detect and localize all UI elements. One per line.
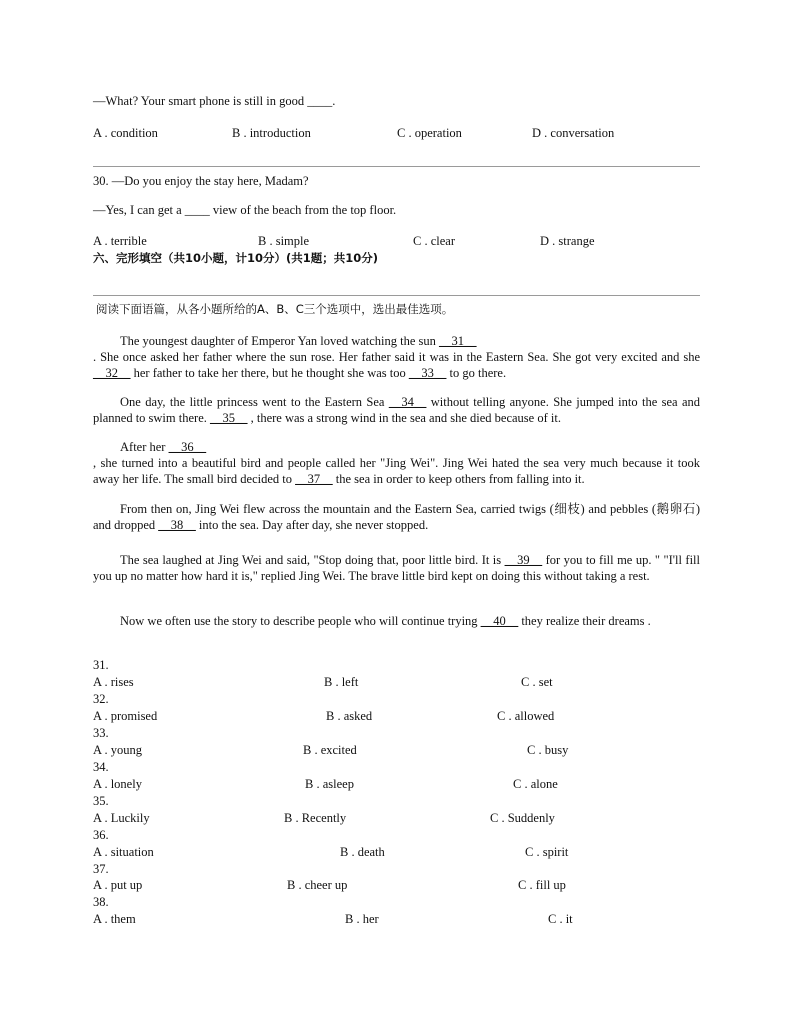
divider — [93, 295, 700, 296]
q29-option-c[interactable]: C . operation — [397, 126, 462, 140]
option-c[interactable]: C . Suddenly — [490, 811, 555, 825]
question-number: 32. — [93, 692, 109, 706]
option-a[interactable]: A . situation — [93, 845, 154, 859]
q30-option-a[interactable]: A . terrible — [93, 234, 147, 248]
passage-paragraph-6: Now we often use the story to describe people who will continue trying __40__ they realize their dreams . — [120, 614, 651, 628]
q30-line2: —Yes, I can get a ____ view of the beach from the top floor. — [93, 203, 397, 217]
passage-paragraph-3: After her __36__ , she turned into a beautiful bird and people called her "Jing Wei". Jing Wei hated the sea very much because it took away her life. The small bird decided to __37__ the sea in order to keep others from falling into it. — [93, 440, 700, 486]
option-a[interactable]: A . them — [93, 912, 136, 926]
blank-33: __33__ — [408, 366, 447, 380]
passage-paragraph-1: The youngest daughter of Emperor Yan loved watching the sun __31__ . She once asked her father where the sun rose. Her father said it was in the Eastern Sea. She got very excited and she __32__ her father to take her there, but he thought she was too __33__ to go there. — [93, 334, 700, 380]
option-c[interactable]: C . set — [521, 675, 553, 689]
blank-37: __37__ — [295, 472, 333, 486]
section-instruction: 阅读下面语篇，从各小题所给的A、B、C三个选项中，选出最佳选项。 — [96, 302, 454, 316]
q29-option-d[interactable]: D . conversation — [532, 126, 615, 140]
option-a[interactable]: A . rises — [93, 675, 134, 689]
passage-paragraph-5: The sea laughed at Jing Wei and said, "Stop doing that, poor little bird. It is __39__ for you to fill me up. " "I'll fill you up no matter how hard it is," replied Jing Wei. The brave little bird kept on doing this without taking a rest. — [93, 553, 700, 583]
question-number: 31. — [93, 658, 109, 672]
q29-option-a[interactable]: A . condition — [93, 126, 158, 140]
option-c[interactable]: C . busy — [527, 743, 569, 757]
option-a[interactable]: A . lonely — [93, 777, 142, 791]
blank-40: __40__ — [480, 614, 519, 628]
option-b[interactable]: B . asleep — [305, 777, 354, 791]
option-b[interactable]: B . cheer up — [287, 878, 348, 892]
option-c[interactable]: C . alone — [513, 777, 558, 791]
option-c[interactable]: C . it — [548, 912, 573, 926]
q29-line: —What? Your smart phone is still in good ____. — [93, 94, 336, 108]
option-c[interactable]: C . fill up — [518, 878, 566, 892]
option-b[interactable]: B . excited — [303, 743, 357, 757]
question-number: 34. — [93, 760, 109, 774]
q30-line1: 30. —Do you enjoy the stay here, Madam? — [93, 174, 309, 188]
option-b[interactable]: B . Recently — [284, 811, 347, 825]
passage-paragraph-4: From then on, Jing Wei flew across the mountain and the Eastern Sea, carried twigs (细枝) and pebbles (鹅卵石) and dropped __38__ into the sea. Day after day, she never stopped. — [93, 502, 700, 532]
option-b[interactable]: B . left — [324, 675, 359, 689]
option-a[interactable]: A . Luckily — [93, 811, 150, 825]
blank-34: __34__ — [388, 395, 427, 409]
q29-option-b[interactable]: B . introduction — [232, 126, 311, 140]
blank-31: __31__ — [439, 334, 477, 348]
option-c[interactable]: C . spirit — [525, 845, 569, 859]
blank-39: __39__ — [504, 553, 543, 567]
q30-option-b[interactable]: B . simple — [258, 234, 310, 248]
blank-36: __36__ — [168, 440, 207, 454]
option-b[interactable]: B . asked — [326, 709, 373, 723]
question-number: 37. — [93, 862, 109, 876]
question-number: 33. — [93, 726, 109, 740]
q30-option-d[interactable]: D . strange — [540, 234, 595, 248]
q30-option-c[interactable]: C . clear — [413, 234, 455, 248]
blank-38: __38__ — [158, 518, 196, 532]
blank-35: __35__ — [210, 411, 248, 425]
question-number: 35. — [93, 794, 109, 808]
blank-32: __32__ — [93, 366, 131, 380]
option-a[interactable]: A . put up — [93, 878, 143, 892]
divider — [93, 166, 700, 167]
option-c[interactable]: C . allowed — [497, 709, 555, 723]
option-a[interactable]: A . young — [93, 743, 142, 757]
question-number: 36. — [93, 828, 109, 842]
option-b[interactable]: B . her — [345, 912, 379, 926]
option-b[interactable]: B . death — [340, 845, 385, 859]
option-a[interactable]: A . promised — [93, 709, 158, 723]
section-title: 六、完形填空（共10小题，计10分）(共1题；共10分) — [93, 251, 379, 265]
question-number: 38. — [93, 895, 109, 909]
passage-paragraph-2: One day, the little princess went to the Eastern Sea __34__ without telling anyone. She jumped into the sea and planned to swim there. __35__ , there was a strong wind in the sea and she died because of it. — [93, 395, 701, 425]
